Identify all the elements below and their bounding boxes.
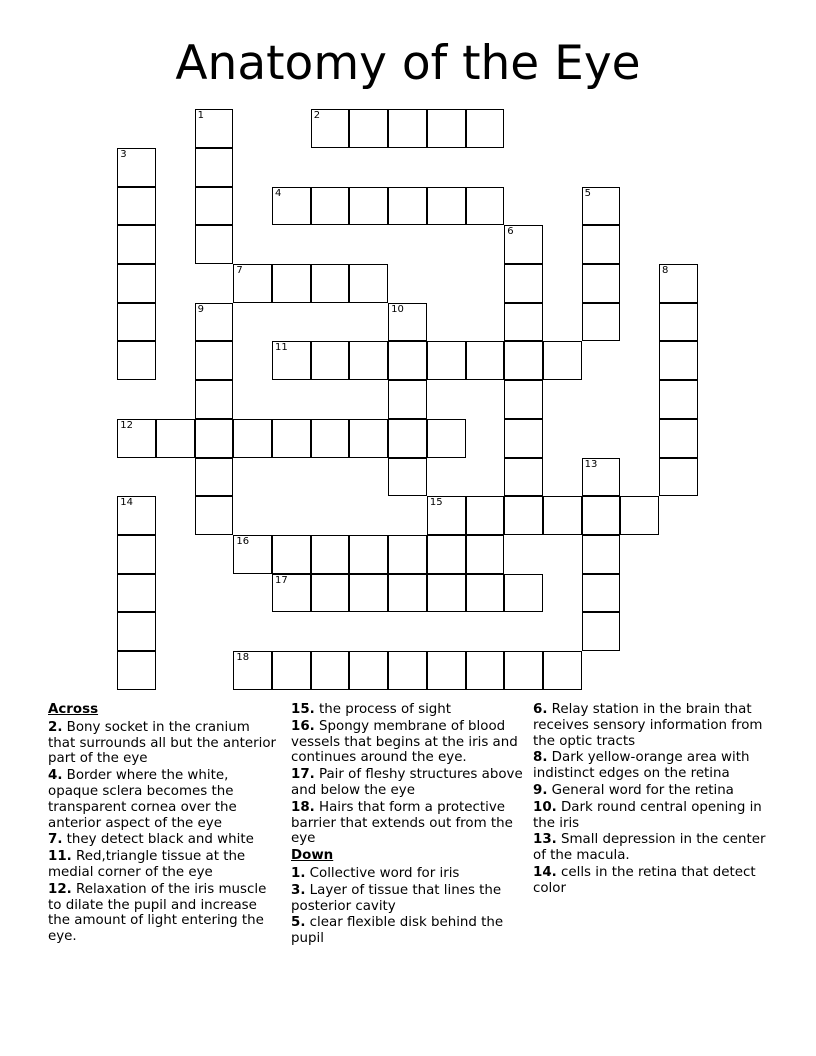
- clue-number: 13.: [533, 832, 557, 848]
- crossword-cell[interactable]: [466, 574, 505, 613]
- crossword-cell[interactable]: [466, 187, 505, 226]
- crossword-cell[interactable]: [427, 535, 466, 574]
- crossword-cell[interactable]: [349, 341, 388, 380]
- clue-number: 5.: [291, 915, 306, 931]
- clue-number: 12.: [48, 881, 72, 897]
- crossword-cell[interactable]: [117, 612, 156, 651]
- clue-number-label: 3: [120, 148, 127, 160]
- crossword-cell[interactable]: [659, 458, 698, 497]
- crossword-cell[interactable]: [272, 574, 311, 613]
- crossword-cell[interactable]: [349, 419, 388, 458]
- clue-text: the process of sight: [319, 702, 452, 717]
- clue-number: 17.: [291, 767, 315, 783]
- crossword-cell[interactable]: [311, 419, 350, 458]
- clue-text: Bony socket in the cranium that surrounds all but the anterior part of the eye: [48, 719, 277, 767]
- crossword-cell[interactable]: [117, 496, 156, 535]
- crossword-cell[interactable]: [117, 225, 156, 264]
- clue-number-label: 1: [197, 110, 205, 122]
- clue-number: 11.: [48, 849, 72, 865]
- crossword-cell[interactable]: [311, 109, 350, 148]
- crossword-cell[interactable]: [195, 187, 234, 226]
- clue-across-7: [48, 832, 280, 848]
- clue-text: cells in the retina that detect color: [533, 864, 756, 896]
- crossword-cell[interactable]: [388, 380, 427, 419]
- clue-text: Hairs that form a protective barrier that extends out from the eye: [291, 799, 513, 847]
- clue-number: 6.: [533, 702, 548, 717]
- clue-across-11: [48, 849, 280, 881]
- crossword-cell[interactable]: [620, 496, 659, 535]
- crossword-cell[interactable]: [466, 651, 505, 690]
- crossword-cell[interactable]: [195, 148, 234, 187]
- clue-text: Dark round central opening in the iris: [533, 799, 762, 831]
- crossword-cell[interactable]: [504, 380, 543, 419]
- crossword-cell[interactable]: [311, 574, 350, 613]
- crossword-cell[interactable]: [543, 651, 582, 690]
- clue-across-17: [291, 767, 527, 799]
- clue-number-label: 10: [391, 303, 404, 315]
- clue-text: Relaxation of the iris muscle to dilate the pupil and increase the amount of light entering the eye.: [48, 881, 267, 945]
- clue-across-4: [48, 768, 280, 831]
- clue-down-14: [533, 865, 769, 897]
- crossword-cell[interactable]: [582, 612, 621, 651]
- crossword-cell[interactable]: [659, 419, 698, 458]
- clue-text: they detect black and white: [66, 832, 254, 848]
- crossword-cell[interactable]: [504, 341, 543, 380]
- clue-across-12: [48, 882, 280, 945]
- crossword-cell[interactable]: [349, 264, 388, 303]
- clue-down-3: [291, 883, 527, 915]
- clue-text: Spongy membrane of blood vessels that begins at the iris and continues around the eye.: [291, 718, 518, 766]
- clue-number-label: 11: [275, 342, 288, 354]
- crossword-cell[interactable]: [117, 574, 156, 613]
- clue-number: 4.: [48, 768, 63, 784]
- crossword-cell[interactable]: [156, 419, 195, 458]
- crossword-cell[interactable]: [311, 651, 350, 690]
- crossword-cell[interactable]: [504, 496, 543, 535]
- crossword-cell[interactable]: [311, 264, 350, 303]
- clue-text: General word for the retina: [551, 782, 734, 798]
- crossword-cell[interactable]: [349, 651, 388, 690]
- crossword-cell[interactable]: [466, 496, 505, 535]
- clue-number-label: 5: [584, 187, 592, 199]
- crossword-cell[interactable]: [311, 341, 350, 380]
- crossword-cell[interactable]: [117, 148, 156, 187]
- crossword-cell[interactable]: [117, 535, 156, 574]
- clue-number-label: 15: [429, 497, 443, 509]
- clue-text: Layer of tissue that lines the posterior cavity: [291, 882, 502, 914]
- clue-text: Border where the white, opaque sclera becomes the transparent cornea over the anterior aspect of the eye: [48, 768, 237, 831]
- crossword-cell[interactable]: [233, 535, 272, 574]
- clue-across-18: [291, 800, 527, 847]
- page-title: Anatomy of the Eye: [175, 36, 641, 91]
- clue-number-label: 18: [236, 652, 250, 664]
- clue-text: Small depression in the center of the macula.: [533, 832, 766, 864]
- crossword-cell[interactable]: [427, 574, 466, 613]
- clue-across-16: [291, 719, 527, 766]
- crossword-cell[interactable]: [195, 109, 234, 148]
- crossword-cell[interactable]: [466, 535, 505, 574]
- crossword-cell[interactable]: [582, 264, 621, 303]
- clue-text: Dark yellow-orange area with indistinct edges on the retina: [533, 750, 750, 782]
- crossword-cell[interactable]: [349, 109, 388, 148]
- crossword-cell[interactable]: [388, 651, 427, 690]
- crossword-cell[interactable]: [311, 187, 350, 226]
- crossword-cell[interactable]: [233, 651, 272, 690]
- crossword-cell[interactable]: [582, 458, 621, 497]
- clue-number: 3.: [291, 882, 306, 898]
- clue-text: Red,triangle tissue at the medial corner of the eye: [48, 849, 246, 880]
- crossword-cell[interactable]: [117, 419, 156, 458]
- crossword-cell[interactable]: [659, 264, 698, 303]
- clues-column-3: [533, 702, 769, 898]
- clue-text: Relay station in the brain that receives sensory information from the optic tracts: [533, 702, 763, 749]
- clue-number: 15.: [291, 702, 315, 717]
- clue-number: 8.: [533, 750, 548, 766]
- across-heading: Across: [48, 702, 99, 717]
- crossword-cell[interactable]: [504, 651, 543, 690]
- crossword-cell[interactable]: [659, 341, 698, 380]
- crossword-cell[interactable]: [117, 187, 156, 226]
- crossword-cell[interactable]: [543, 496, 582, 535]
- crossword-cell[interactable]: [117, 651, 156, 690]
- crossword-cell[interactable]: [233, 264, 272, 303]
- clue-across-2: [48, 720, 280, 767]
- clue-number: 2.: [48, 719, 63, 735]
- crossword-cell[interactable]: [427, 187, 466, 226]
- clue-down-8: [533, 750, 769, 782]
- crossword-cell[interactable]: [311, 535, 350, 574]
- crossword-cell[interactable]: [349, 187, 388, 226]
- crossword-cell[interactable]: [233, 419, 272, 458]
- crossword-cell[interactable]: [117, 264, 156, 303]
- crossword-cell[interactable]: [195, 303, 234, 342]
- clue-down-6: [533, 702, 769, 749]
- clue-number-label: 8: [662, 265, 669, 277]
- crossword-cell[interactable]: [659, 380, 698, 419]
- crossword-cell[interactable]: [504, 264, 543, 303]
- clue-number-label: 7: [236, 265, 243, 277]
- clue-across-15: [291, 702, 527, 718]
- crossword-cell[interactable]: [504, 303, 543, 342]
- crossword-cell[interactable]: [504, 225, 543, 264]
- crossword-cell[interactable]: [582, 225, 621, 264]
- crossword-cell[interactable]: [195, 458, 234, 497]
- crossword-cell[interactable]: [195, 225, 234, 264]
- clue-number: 7.: [48, 832, 63, 848]
- down-heading: Down: [291, 848, 334, 864]
- crossword-cell[interactable]: [427, 419, 466, 458]
- clue-number-label: 12: [120, 419, 133, 431]
- crossword-cell[interactable]: [272, 341, 311, 380]
- crossword-cell[interactable]: [388, 109, 427, 148]
- clue-number-label: 6: [507, 226, 514, 238]
- clue-down-5: [291, 915, 527, 947]
- clue-number: 18.: [291, 799, 315, 815]
- crossword-cell[interactable]: [504, 574, 543, 613]
- clue-text: clear flexible disk behind the pupil: [291, 915, 504, 947]
- clue-number-label: 13: [584, 458, 598, 470]
- crossword-cell[interactable]: [388, 574, 427, 613]
- crossword-cell[interactable]: [582, 303, 621, 342]
- crossword-cell[interactable]: [117, 303, 156, 342]
- crossword-cell[interactable]: [466, 109, 505, 148]
- clue-number-label: 14: [120, 497, 133, 509]
- clue-number: 14.: [533, 864, 557, 880]
- clue-down-1: [291, 866, 527, 882]
- crossword-cell[interactable]: [582, 187, 621, 226]
- crossword-cell[interactable]: [117, 341, 156, 380]
- crossword-cell[interactable]: [466, 341, 505, 380]
- crossword-cell[interactable]: [349, 535, 388, 574]
- crossword-cell[interactable]: [388, 341, 427, 380]
- clue-down-13: [533, 832, 769, 864]
- clue-number: 1.: [291, 865, 306, 881]
- crossword-cell[interactable]: [504, 458, 543, 497]
- clue-number-label: 2: [313, 110, 321, 122]
- crossword-cell[interactable]: [388, 535, 427, 574]
- crossword-cell[interactable]: [582, 535, 621, 574]
- crossword-cell[interactable]: [195, 380, 234, 419]
- crossword-cell[interactable]: [272, 651, 311, 690]
- clues-column-1: [48, 702, 280, 946]
- crossword-cell[interactable]: [272, 187, 311, 226]
- clue-down-9: [533, 783, 769, 799]
- clue-number-label: 17: [275, 574, 288, 586]
- clue-number-label: 9: [197, 303, 205, 315]
- crossword-cell[interactable]: [388, 458, 427, 497]
- clue-number: 16.: [291, 718, 315, 734]
- crossword-cell[interactable]: [272, 264, 311, 303]
- clue-number-label: 4: [275, 187, 282, 199]
- crossword-cell[interactable]: [388, 419, 427, 458]
- crossword-cell[interactable]: [543, 341, 582, 380]
- crossword-cell[interactable]: [195, 419, 234, 458]
- clue-number: 9.: [533, 782, 548, 798]
- crossword-cell[interactable]: [504, 419, 543, 458]
- crossword-cell[interactable]: [659, 303, 698, 342]
- crossword-cell[interactable]: [272, 535, 311, 574]
- crossword-cell[interactable]: [195, 341, 234, 380]
- crossword-cell[interactable]: [349, 574, 388, 613]
- crossword-cell[interactable]: [388, 303, 427, 342]
- clues-column-2: [291, 702, 527, 948]
- crossword-cell[interactable]: [427, 341, 466, 380]
- clue-down-10: [533, 800, 769, 832]
- crossword-cell[interactable]: [388, 187, 427, 226]
- clue-text: Pair of fleshy structures above and below the eye: [291, 767, 523, 798]
- crossword-cell[interactable]: [195, 496, 234, 535]
- clue-text: Collective word for iris: [309, 865, 460, 881]
- clue-number: 10.: [533, 799, 557, 815]
- crossword-cell[interactable]: [427, 496, 466, 535]
- crossword-cell[interactable]: [427, 651, 466, 690]
- crossword-cell[interactable]: [582, 574, 621, 613]
- crossword-cell[interactable]: [427, 109, 466, 148]
- crossword-cell[interactable]: [582, 496, 621, 535]
- clue-number-label: 16: [236, 535, 250, 547]
- crossword-cell[interactable]: [272, 419, 311, 458]
